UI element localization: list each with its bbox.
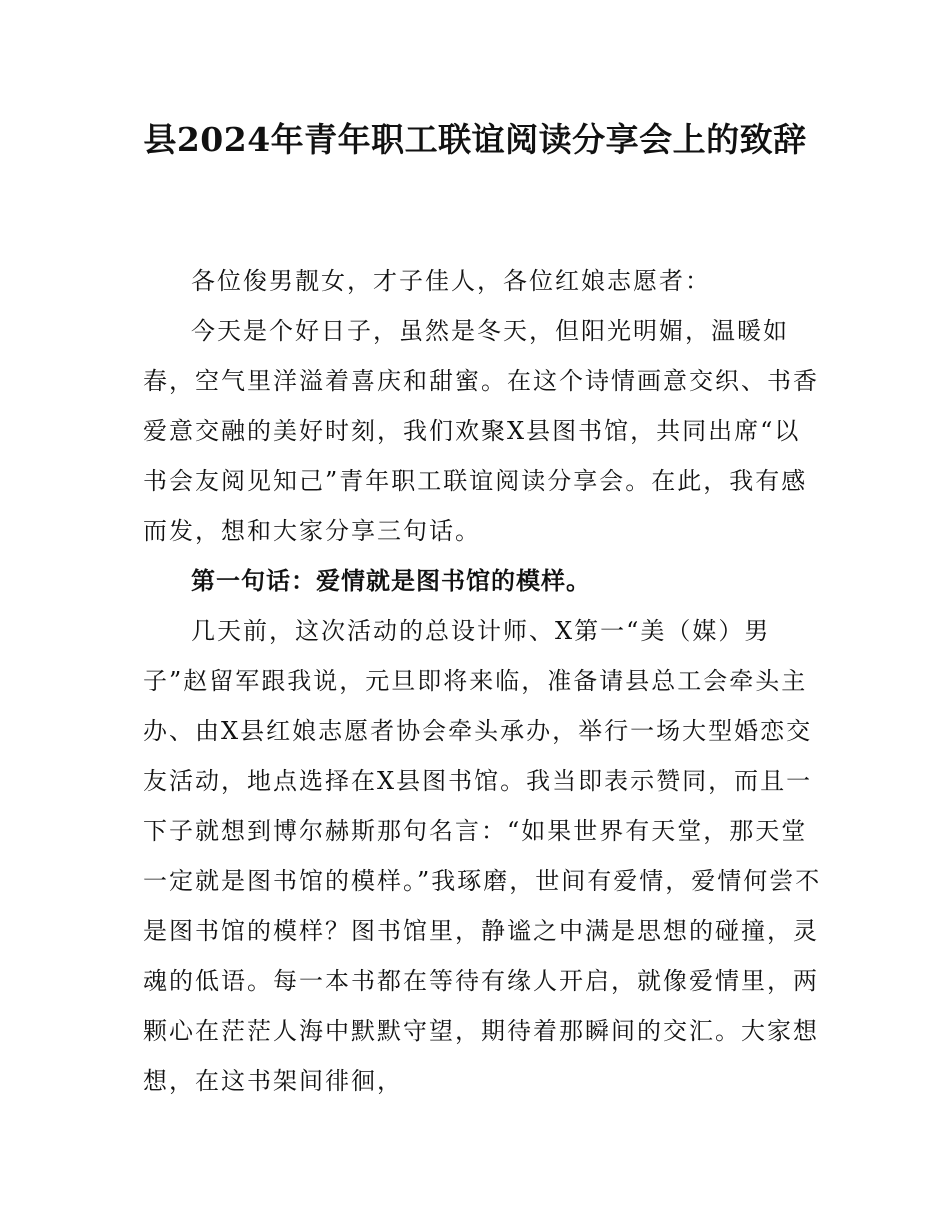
- section-1-heading: 第一句话：爱情就是图书馆的模样。: [191, 567, 591, 595]
- document-body: [143, 256, 823, 1106]
- document-title: 县2024年青年职工联谊阅读分享会上的致辞: [143, 120, 807, 159]
- salutation: 各位俊男靓女，才子佳人，各位红娘志愿者：: [191, 267, 711, 295]
- paragraph-1: 今天是个好日子，虽然是冬天，但阳光明媚，温暖如春，空气里洋溢着喜庆和甜蜜。在这个诗情画意交织、书香爱意交融的美好时刻，我们欢聚X县图书馆，共同出席“以书会友阅见知己”青年职工联谊阅读分享会。在此，我有感而发，想和大家分享三句话。: [143, 317, 819, 545]
- paragraph-2: 几天前，这次活动的总设计师、X第一“美（媒）男子”赵留军跟我说，元旦即将来临，准备请县总工会牵头主办、由X县红娘志愿者协会牵头承办，举行一场大型婚恋交友活动，地点选择在X县图书馆。我当即表示赞同，而且一下子就想到博尔赫斯那句名言：“如果世界有天堂，那天堂一定就是图书馆的模样。”我琢磨，世间有爱情，爱情何尝不是图书馆的模样？图书馆里，静谧之中满是思想的碰撞，灵魂的低语。每一本书都在等待有缘人开启，就像爱情里，两颗心在茫茫人海中默默守望，期待着那瞬间的交汇。大家想想，在这书架间徘徊，: [143, 617, 822, 1095]
